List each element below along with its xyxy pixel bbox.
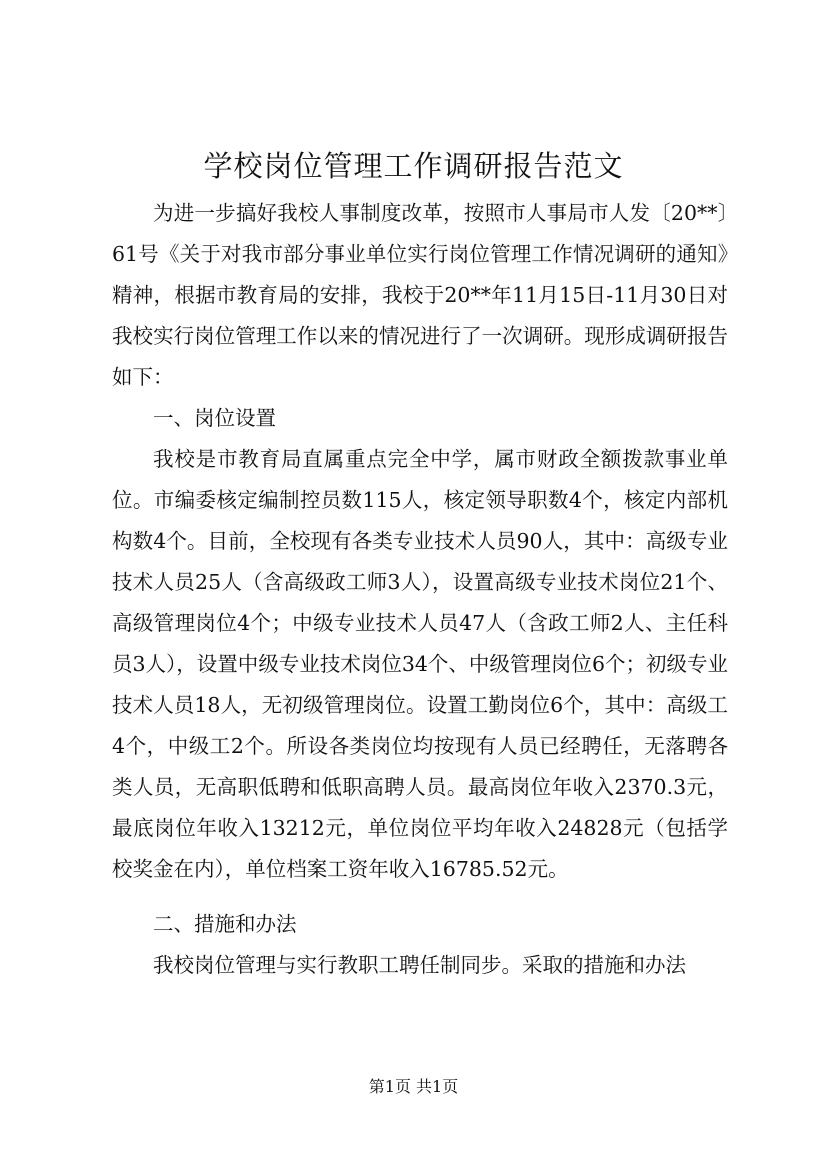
section-heading-measures: 二、措施和办法	[153, 912, 297, 936]
document-title: 学校岗位管理工作调研报告范文	[203, 149, 624, 183]
document-body	[112, 193, 728, 986]
section-heading-job-setup: 一、岗位设置	[153, 406, 276, 430]
intro-paragraph: 为进一步搞好我校人事制度改革，按照市人事局市人发〔20**〕61号《关于对我市部分事业单位实行岗位管理工作情况调研的通知》精神，根据市教育局的安排，我校于20**年11月15日-11月30日对我校实行岗位管理工作以来的情况进行了一次调研。现形成调研报告如下：	[112, 201, 728, 389]
page-footer: 第1页 共1页	[368, 1077, 459, 1096]
section-body-job-setup: 我校是市教育局直属重点完全中学，属市财政全额拨款事业单位。市编委核定编制控员数115人，核定领导职数4个，核定内部机构数4个。目前，全校现有各类专业技术人员90人，其中：高级专业技术人员25人（含高级政工师3人），设置高级专业技术岗位21个、高级管理岗位4个；中级专业技术人员47人（含政工师2人、主任科员3人），设置中级专业技术岗位34个、中级管理岗位6个；初级专业技术人员18人，无初级管理岗位。设置工勤岗位6个，其中：高级工4个，中级工2个。所设各类岗位均按现有人员已经聘任，无落聘各类人员，无高职低聘和低职高聘人员。最高岗位年收入2370.3元，最底岗位年收入13212元，单位岗位平均年收入24828元（包括学校奖金在内），单位档案工资年收入16785.52元。	[112, 447, 728, 881]
section-body-measures: 我校岗位管理与实行教职工聘任制同步。采取的措施和办法	[153, 953, 686, 977]
